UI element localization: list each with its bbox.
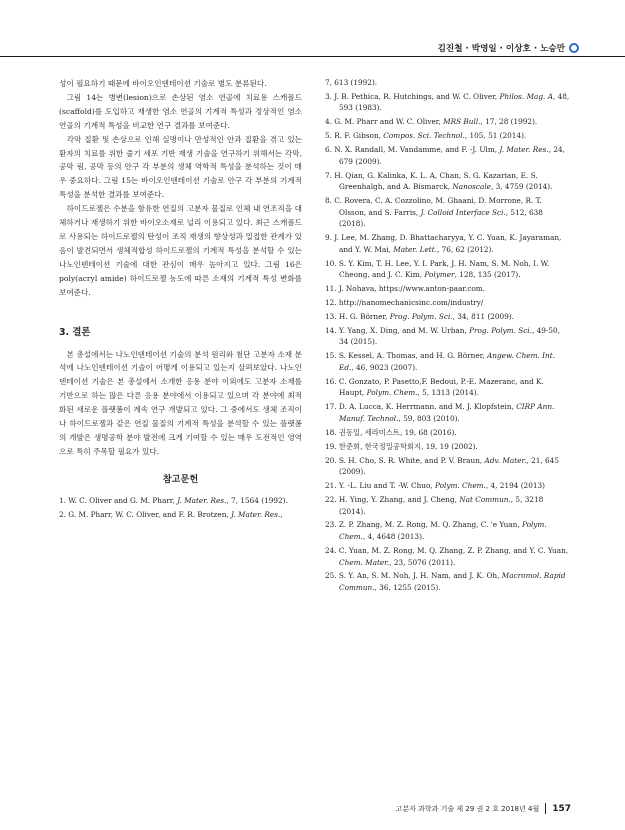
- reference-item: [325, 376, 571, 399]
- footer-divider: [545, 803, 546, 814]
- reference-item: [325, 91, 571, 114]
- header-rule: [0, 56, 625, 57]
- reference-authors: 15. S. Kessel, A. Thomas, and H. G. Börner,: [325, 351, 488, 361]
- body-paragraph: 그림 14는 병변(lesion)으로 손상된 염소 연골에 치료용 스캐폴드(scaffold)를 도입하고 재생한 염소 연골의 기계적 특성과 정상적인 염소 연골의 기계적 특성을 비교한 연구 결과를 보여준다.: [59, 92, 302, 130]
- reference-item: [325, 144, 571, 167]
- section-heading: 3. 결론: [59, 326, 91, 338]
- reference-item: [325, 232, 571, 255]
- reference-authors: 25. S. Y. An, S. M. Noh, J. H. Nam, and J. K. Oh,: [325, 571, 502, 581]
- reference-item: [325, 283, 571, 295]
- reference-authors: 3. J. B. Pethica, R. Hutchings, and W. C. Oliver,: [325, 91, 500, 101]
- reference-journal: Angew. Chem. Int. Ed.: [339, 351, 555, 372]
- reference-journal: J. Colloid Interface Sci.: [420, 207, 506, 217]
- reference-journal: Prog. Polym. Sci.: [469, 325, 532, 335]
- reference-details: , 3, 4759 (2014).: [491, 182, 553, 192]
- reference-journal: Nanoscale: [452, 182, 492, 192]
- reference-item: [325, 455, 571, 478]
- reference-details: , 17, 28 (1992).: [480, 117, 538, 127]
- reference-details: , 21, 645 (2009).: [339, 455, 559, 477]
- reference-item: [325, 297, 571, 309]
- reference-authors: 19. 한준희, 한국정밀공학회지, 19, 19 (2002).: [325, 441, 478, 451]
- reference-authors: 12. http://nanomechanicsinc.com/industry/: [325, 298, 484, 308]
- reference-authors: 13. H. G. Börner,: [325, 311, 390, 321]
- reference-details: , 76, 62 (2012).: [436, 244, 494, 254]
- author-names: 김진철 · 박영일 · 이상호 · 노승만: [437, 44, 565, 54]
- reference-authors: 22. H. Ying, Y. Zhang, and J. Cheng,: [325, 494, 460, 504]
- reference-authors: 7. H. Qian, G. Kalinka, K. L. A, Chan, S. G. Kazarian, E. S. Greenhalgh, and A. Bismarck,: [325, 170, 538, 192]
- reference-item: [325, 427, 571, 439]
- conclusion-paragraph: 본 총설에서는 나노인덴테이션 기술의 분석 원리와 첨단 고분자 소재 분석에 나노인덴테이션 기술이 어떻게 이용되고 있는지 살펴보았다. 나노인덴테이션 기술은 본 총설에서 소개한 응용 분야 이외에도 고분자 소재를 기반으로 하는 많은 다른 응용 분야에서 이용되고 있으며 각 분야에 최적화된 새로운 플랫폼이 계속 연구 개발되고 있다. 그 중에서도 생체 조직이나 하이드로젤과 같은 연질 물질의 기계적 특성을 분석할 수 있는 플랫폼의 개발은 생명공학 분야 발전에 크게 기여할 수 있는 매우 도전적인 영역으로 특히 주목할 필요가 있다.: [59, 349, 302, 456]
- reference-details: , 4, 2194 (2013): [485, 481, 545, 491]
- reference-details: , 34, 811 (2009).: [452, 311, 515, 321]
- reference-item: [325, 258, 571, 281]
- reference-item: [325, 519, 571, 542]
- reference-journal: Mater. Lett.: [393, 244, 437, 254]
- reference-item: [325, 480, 571, 492]
- reference-journal: Polym. Chem.: [366, 388, 418, 398]
- reference-details: , 512, 638 (2018).: [339, 207, 543, 229]
- reference-journal: J. Mater. Res.: [231, 509, 281, 519]
- reference-details: , 4, 4648 (2013).: [362, 532, 425, 542]
- reference-authors: 8. C. Rovera, C. A. Cozzolino, M. Ghaani, D. Morrone, R. T. Olsson, and S. Farris,: [325, 196, 542, 217]
- reference-journal: Prog. Polym. Sci.: [389, 311, 453, 321]
- reference-details: , 7, 1564 (1992).: [226, 495, 288, 505]
- reference-journal: Chem. Mater.: [339, 557, 390, 567]
- reference-details: , 5, 1313 (2014).: [417, 388, 479, 398]
- reference-details: , 5, 3218 (2014).: [339, 494, 544, 516]
- reference-authors: 4. G. M. Pharr and W. C. Oliver,: [325, 117, 444, 127]
- left-column: [59, 77, 302, 523]
- reference-authors: 21. Y. -L. Liu and T. -W. Chuo,: [325, 481, 436, 491]
- reference-details: , 23, 5076 (2011).: [389, 557, 456, 567]
- right-column: [325, 77, 571, 596]
- reference-journal: J. Mater. Res.: [499, 145, 549, 155]
- reference-item: [59, 495, 302, 507]
- reference-journal: Nat Commun.: [459, 494, 511, 504]
- reference-journal: Macromol. Rapid Commun.: [339, 571, 566, 592]
- reference-item: [325, 401, 571, 424]
- reference-item: [325, 441, 571, 453]
- reference-authors: 11. J. Nohava, https://www.anton-paar.com.: [325, 284, 486, 294]
- reference-details: , 36, 1255 (2015).: [374, 582, 441, 592]
- reference-item: [325, 77, 571, 89]
- reference-item: [325, 311, 571, 323]
- reference-item: [325, 545, 571, 568]
- reference-journal: Polym. Chem.: [435, 481, 486, 491]
- reference-journal: Adv. Mater.: [484, 455, 527, 465]
- reference-details: ,: [280, 509, 283, 519]
- reference-authors: 17. D. A. Lucca, K. Herrmann, and M. J. Klopfstein,: [325, 402, 517, 412]
- reference-item: [325, 170, 571, 193]
- reference-item: [325, 570, 571, 593]
- reference-item: [325, 494, 571, 517]
- page-footer: [396, 803, 571, 814]
- reference-list-left: [59, 495, 302, 520]
- reference-journal: Compos. Sci. Technol.: [383, 131, 465, 141]
- reference-authors: 10. S. Y. Kim, T. H. Lee, Y. I. Park, J. H. Nam, S. M. Noh, I. W. Cheong, and J. C. Kim,: [325, 258, 550, 280]
- reference-item: [325, 130, 571, 142]
- reference-details: , 59, 803 (2010).: [398, 413, 460, 423]
- reference-item: [325, 350, 571, 373]
- reference-details: , 128, 135 (2017).: [454, 270, 521, 280]
- reference-authors: 5. R. F. Gibson,: [325, 131, 384, 141]
- reference-authors: 24. C. Yuan, M. Z. Rong, M. Q. Zhang, Z. P. Zhang, and Y. C. Yuan,: [325, 545, 569, 555]
- reference-item: [325, 195, 571, 230]
- reference-authors: 23. Z. P. Zhang, M. Z. Rong, M. Q. Zhang, C. 'e Yuan,: [325, 520, 522, 530]
- reference-list-right: [325, 77, 571, 594]
- reference-item: [325, 116, 571, 128]
- reference-details: , 49-50, 34 (2015).: [339, 325, 560, 347]
- reference-authors: 6. N. X. Randall, M. Vandamme, and F. -J. Ulm,: [325, 145, 500, 155]
- reference-authors: 18. 권동일, 세라미스트, 19, 68 (2016).: [325, 427, 457, 437]
- references-title: 참고문헌: [162, 473, 199, 485]
- reference-details: , 24, 679 (2009).: [339, 145, 565, 166]
- circle-bullet-icon: [569, 43, 579, 53]
- reference-journal: Polymer: [424, 270, 455, 280]
- reference-authors: 14. Y. Yang, X. Ding, and M. W. Urban,: [325, 325, 470, 335]
- reference-authors: 20. S. H. Cho, S. R. White, and P. V. Braun,: [325, 455, 485, 465]
- running-header-authors: [438, 42, 579, 54]
- page-number: 157: [552, 803, 571, 814]
- body-paragraph: 하이드로젤은 수분을 함유한 연질의 고분자 물질로 인체 내 연조직을 대체하거나 재생하기 위한 바이오소재로 널리 이용되고 있다. 최근 스캐폴드로 사용되는 하이드로젤의 탄성이 조직 재생의 향상성과 밀접한 관계가 있음이 발견되면서 생체적합성 하이드로젤의 기계적 특성을 분석할 수 있는 나노인덴테이션 기술에 대한 관심이 매우 높아지고 있다. 그림 16은 poly(acryl amide) 하이드로젤 농도에 따른 소재의 기계적 특성 변화를 보여준다.: [59, 204, 302, 297]
- journal-info: 고분자 과학과 기술 제 29 권 2 호 2018년 4월: [395, 804, 540, 813]
- reference-details: , 105, 51 (2014).: [464, 131, 527, 141]
- reference-journal: Philos. Mag. A: [499, 91, 553, 101]
- reference-journal: J. Mater. Res.: [177, 495, 227, 505]
- reference-journal: Polym. Chem.: [339, 520, 547, 542]
- reference-details: , 46, 9023 (2007).: [351, 362, 418, 372]
- reference-authors: 7, 613 (1992).: [325, 78, 378, 87]
- reference-authors: 16. C. Gonzato, P. Pasetto,F. Bedoui, P.-E. Mazeranc, and K. Haupt,: [325, 376, 544, 398]
- reference-journal: MRS Bull.: [443, 117, 481, 127]
- reference-item: [59, 509, 302, 521]
- reference-details: , 48, 593 (1983).: [339, 91, 570, 113]
- body-paragraph: 각막 질환 및 손상으로 인해 실명이나 만성적인 안과 질환을 겪고 있는 환자의 치료를 위한 줄기 세포 기반 재생 기술을 연구하기 위해서는 각막, 공막 림, 공막 등의 안구 각 부분의 생체 역학적 특성을 분석하는 것이 매우 중요하다. 그림 15는 바이오인덴테이션 기술로 안구 각 부분의 기계적 특성을 분석한 결과를 보여준다.: [59, 134, 302, 200]
- reference-item: [325, 325, 571, 348]
- reference-authors: 9. J. Lee, M. Zhang, D. Bhattacharyya, Y. C. Yuan, K. Jayaraman, and Y. W. Mai,: [325, 233, 562, 254]
- body-paragraph: 성이 필요하기 때문에 바이오인덴테이션 기술로 별도 분류된다.: [59, 79, 267, 88]
- reference-authors: 1. W. C. Oliver and G. M. Pharr,: [59, 495, 178, 505]
- reference-journal: CIRP Ann. Manuf. Technol.: [339, 402, 555, 423]
- reference-authors: 2. G. M. Pharr, W. C. Oliver, and F. R. Brotzen,: [59, 509, 232, 519]
